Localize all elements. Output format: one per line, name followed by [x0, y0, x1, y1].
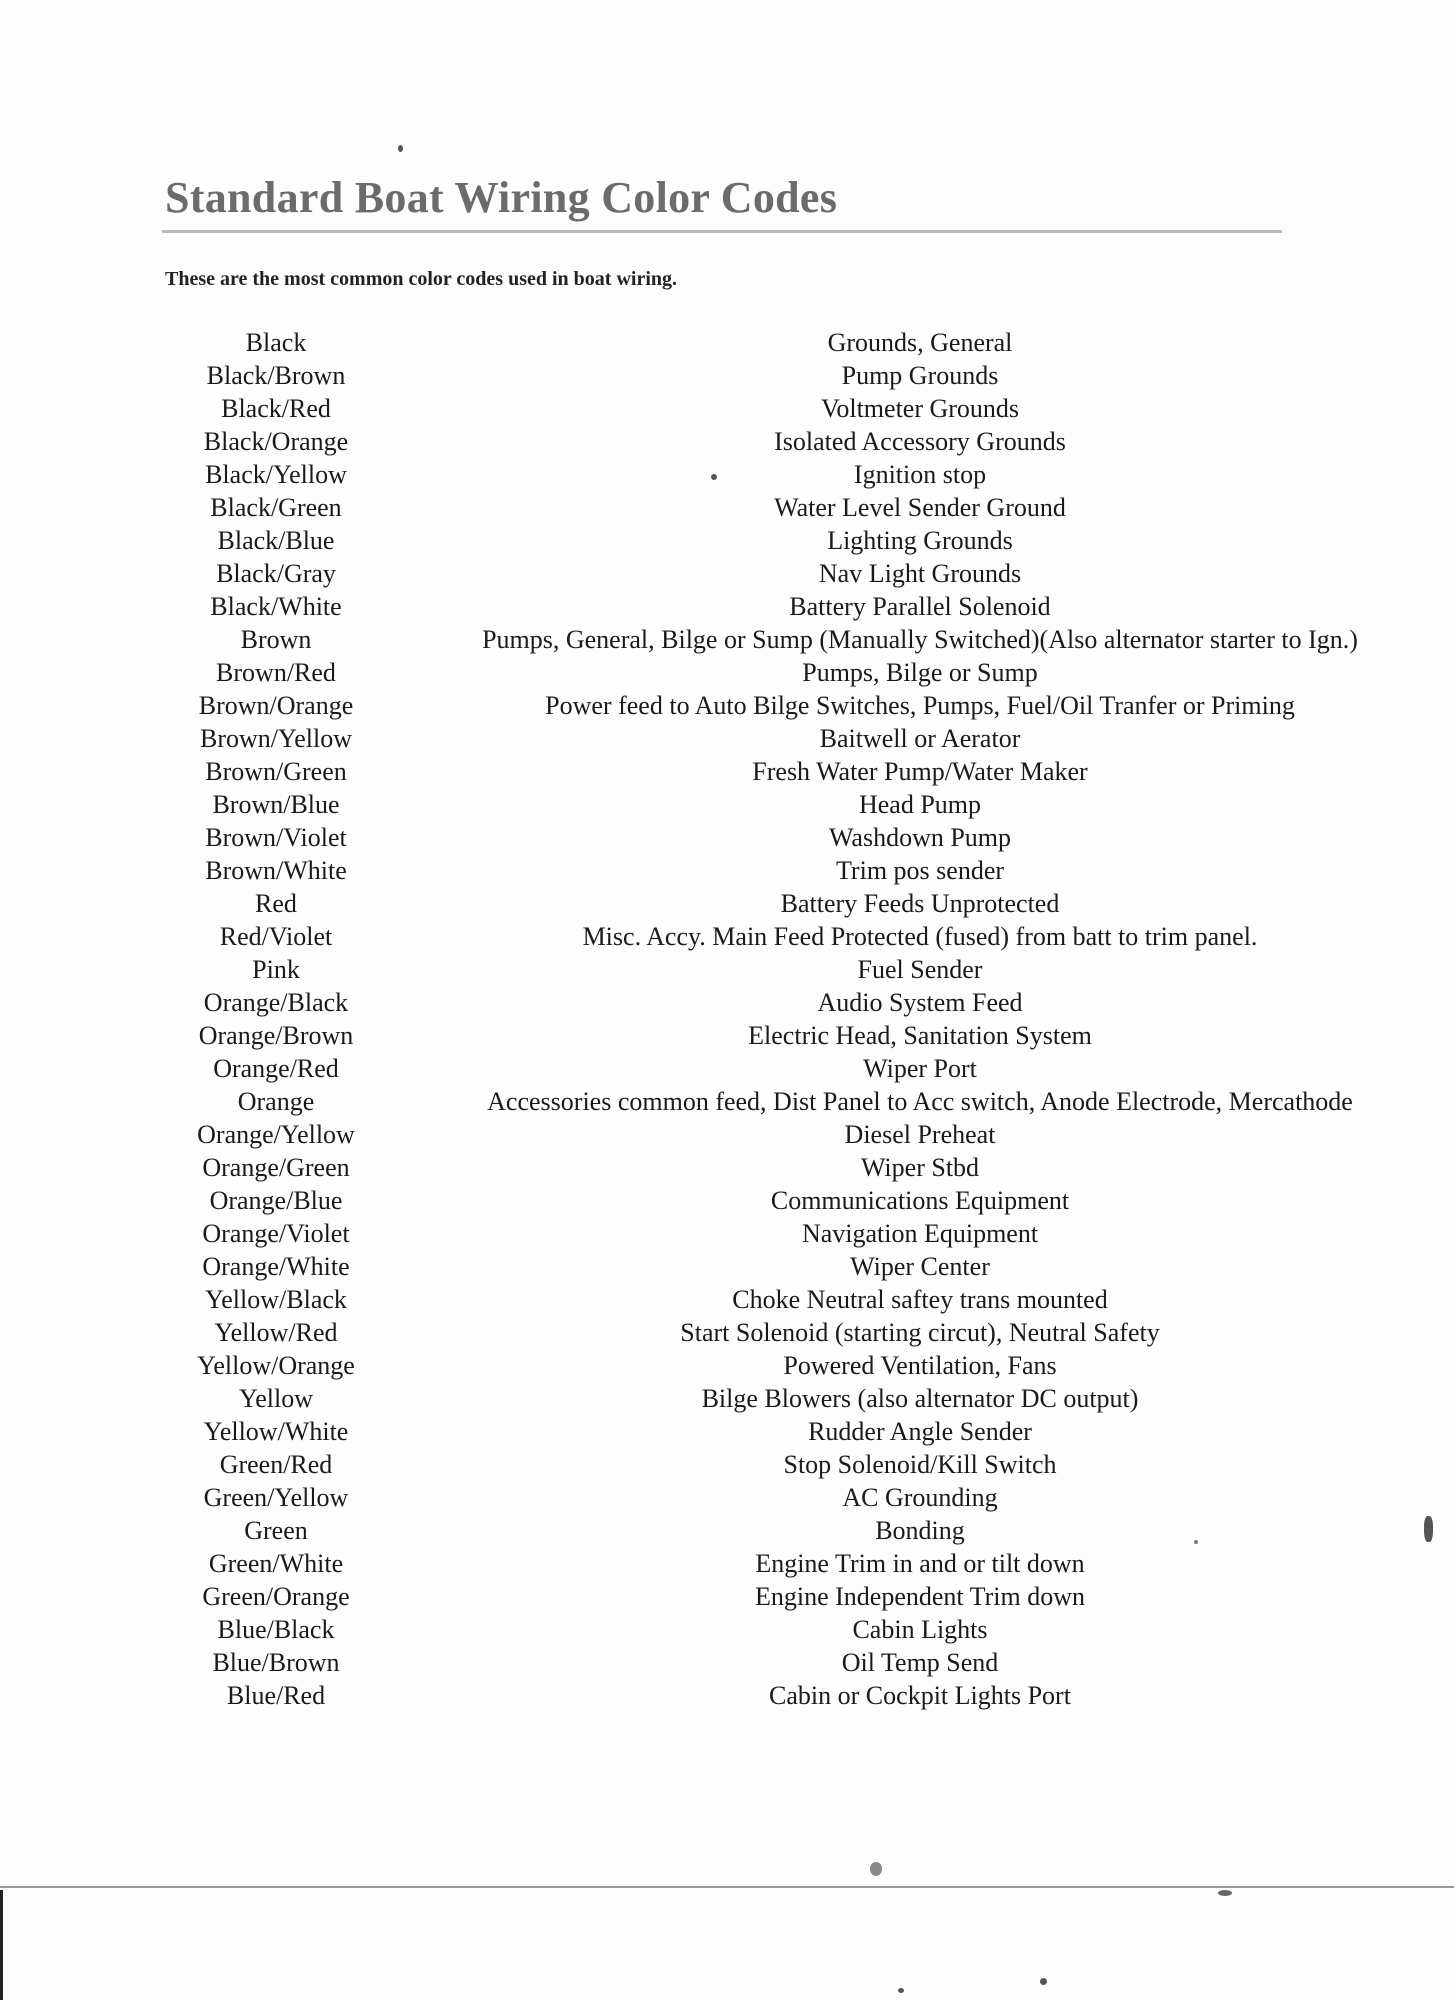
scan-speck — [1424, 1516, 1433, 1542]
wire-color-cell: Black/Yellow — [205, 460, 347, 489]
wire-use-cell: Trim pos sender — [835, 856, 1005, 885]
table-row — [0, 1481, 1454, 1514]
wire-use-cell: Nav Light Grounds — [818, 559, 1022, 588]
table-row — [0, 392, 1454, 425]
wire-use-cell: Electric Head, Sanitation System — [748, 1021, 1092, 1050]
wire-use-cell: Voltmeter Grounds — [820, 394, 1020, 423]
wire-color-cell: Green — [244, 1516, 308, 1545]
table-row — [0, 1118, 1454, 1151]
table-row — [0, 1349, 1454, 1382]
wire-use-cell: Wiper Port — [863, 1054, 977, 1083]
wire-use-cell: Oil Temp Send — [841, 1648, 999, 1677]
page-title: Standard Boat Wiring Color Codes — [165, 173, 838, 222]
wire-use-cell: Audio System Feed — [817, 988, 1023, 1017]
table-row — [0, 1019, 1454, 1052]
wire-use-cell: Bonding — [875, 1516, 965, 1545]
wire-color-cell: Yellow — [239, 1384, 313, 1413]
wire-use-cell: Battery Feeds Unprotected — [780, 889, 1060, 918]
title-underline — [162, 230, 1282, 233]
scan-speck — [711, 474, 717, 480]
wire-use-cell: Fresh Water Pump/Water Maker — [752, 757, 1088, 786]
wire-use-cell: Bilge Blowers (also alternator DC output) — [701, 1384, 1139, 1413]
wire-color-cell: Blue/Red — [226, 1681, 326, 1710]
table-row — [0, 722, 1454, 755]
wire-color-cell: Blue/Brown — [212, 1648, 340, 1677]
wire-use-cell: Pump Grounds — [841, 361, 999, 390]
wire-color-cell: Brown/Blue — [212, 790, 340, 819]
wire-color-cell: Brown/Orange — [198, 691, 354, 720]
wire-color-cell: Blue/Black — [217, 1615, 335, 1644]
wire-use-cell: Misc. Accy. Main Feed Protected (fused) from batt to trim panel. — [582, 922, 1258, 951]
wire-color-cell: Black/Orange — [203, 427, 349, 456]
wire-color-cell: Green/Red — [219, 1450, 333, 1479]
wire-use-cell: Battery Parallel Solenoid — [789, 592, 1051, 621]
wire-color-cell: Orange/Blue — [209, 1186, 343, 1215]
table-row — [0, 1580, 1454, 1613]
wire-color-cell: Red/Violet — [219, 922, 333, 951]
table-row — [0, 1316, 1454, 1349]
wire-use-cell: Isolated Accessory Grounds — [774, 427, 1066, 456]
page-left-edge-mark — [0, 1890, 3, 2000]
table-row — [0, 557, 1454, 590]
table-row — [0, 359, 1454, 392]
wire-color-cell: Black/Gray — [216, 559, 336, 588]
table-row — [0, 1547, 1454, 1580]
wire-color-cell: Brown — [240, 625, 312, 654]
wire-color-cell: Orange/Violet — [202, 1219, 350, 1248]
scan-speck — [1218, 1890, 1232, 1896]
table-row — [0, 1514, 1454, 1547]
wire-use-cell: Power feed to Auto Bilge Switches, Pumps, Fuel/Oil Tranfer or Priming — [545, 691, 1295, 720]
table-row — [0, 1250, 1454, 1283]
table-row — [0, 1217, 1454, 1250]
wire-color-cell: Black/Green — [210, 493, 342, 522]
wire-color-cell: Pink — [252, 955, 300, 984]
wire-color-cell: Yellow/Orange — [197, 1351, 355, 1380]
wire-color-cell: Brown/White — [205, 856, 347, 885]
page-subtitle: These are the most common color codes used in boat wiring. — [165, 268, 678, 290]
table-row — [0, 623, 1454, 656]
wire-use-cell: Cabin or Cockpit Lights Port — [769, 1681, 1071, 1710]
table-row — [0, 854, 1454, 887]
wire-use-cell: AC Grounding — [842, 1483, 998, 1512]
table-row — [0, 755, 1454, 788]
wire-use-cell: Cabin Lights — [852, 1615, 988, 1644]
wire-color-cell: Black/Blue — [217, 526, 335, 555]
wire-color-cell: Yellow/Red — [214, 1318, 338, 1347]
table-row — [0, 689, 1454, 722]
wire-use-cell: Water Level Sender Ground — [774, 493, 1066, 522]
table-row — [0, 524, 1454, 557]
table-row — [0, 326, 1454, 359]
table-row — [0, 1613, 1454, 1646]
wire-color-cell: Red — [255, 889, 297, 918]
scan-speck — [898, 1988, 904, 1993]
wire-color-cell: Green/Orange — [202, 1582, 350, 1611]
wire-use-cell: Rudder Angle Sender — [808, 1417, 1032, 1446]
table-row — [0, 920, 1454, 953]
table-row — [0, 1382, 1454, 1415]
page-bottom-rule — [0, 1886, 1454, 1888]
wire-use-cell: Powered Ventilation, Fans — [783, 1351, 1057, 1380]
wire-use-cell: Accessories common feed, Dist Panel to Acc switch, Anode Electrode, Mercathode — [487, 1087, 1353, 1116]
wire-color-cell: Orange/Red — [213, 1054, 339, 1083]
table-row — [0, 986, 1454, 1019]
table-row — [0, 425, 1454, 458]
table-row — [0, 458, 1454, 491]
wire-color-cell: Brown/Green — [205, 757, 347, 786]
wire-use-cell: Engine Independent Trim down — [754, 1582, 1086, 1611]
scan-speck — [1194, 1540, 1198, 1544]
wire-color-cell: Orange/Black — [203, 988, 349, 1017]
wire-use-cell: Diesel Preheat — [844, 1120, 996, 1149]
scan-speck — [1040, 1978, 1047, 1985]
table-row — [0, 1151, 1454, 1184]
color-code-table — [0, 326, 1454, 1712]
wire-color-cell: Black — [245, 328, 307, 357]
table-row — [0, 1415, 1454, 1448]
table-row — [0, 1679, 1454, 1712]
table-row — [0, 821, 1454, 854]
table-row — [0, 590, 1454, 623]
wire-use-cell: Start Solenoid (starting circut), Neutral Safety — [680, 1318, 1160, 1347]
wire-use-cell: Ignition stop — [853, 460, 987, 489]
table-row — [0, 491, 1454, 524]
table-row — [0, 788, 1454, 821]
wire-use-cell: Communications Equipment — [770, 1186, 1070, 1215]
wire-color-cell: Yellow/Black — [205, 1285, 347, 1314]
wire-color-cell: Brown/Red — [216, 658, 336, 687]
table-row — [0, 1085, 1454, 1118]
wire-use-cell: Wiper Stbd — [860, 1153, 980, 1182]
wire-color-cell: Black/Red — [221, 394, 331, 423]
wire-color-cell: Brown/Violet — [205, 823, 347, 852]
wire-use-cell: Washdown Pump — [828, 823, 1012, 852]
table-row — [0, 1646, 1454, 1679]
table-row — [0, 1448, 1454, 1481]
wire-use-cell: Head Pump — [858, 790, 982, 819]
wire-color-cell: Black/White — [210, 592, 342, 621]
wire-use-cell: Lighting Grounds — [827, 526, 1013, 555]
wire-use-cell: Stop Solenoid/Kill Switch — [783, 1450, 1057, 1479]
wire-use-cell: Grounds, General — [827, 328, 1013, 357]
wire-color-cell: Orange/Green — [202, 1153, 350, 1182]
table-row — [0, 1283, 1454, 1316]
wire-color-cell: Green/Yellow — [203, 1483, 349, 1512]
table-row — [0, 953, 1454, 986]
scan-speck — [398, 145, 403, 152]
wire-use-cell: Baitwell or Aerator — [819, 724, 1021, 753]
table-row — [0, 656, 1454, 689]
table-row — [0, 1052, 1454, 1085]
wire-use-cell: Choke Neutral saftey trans mounted — [732, 1285, 1108, 1314]
table-row — [0, 1184, 1454, 1217]
table-row — [0, 887, 1454, 920]
wire-use-cell: Pumps, General, Bilge or Sump (Manually Switched)(Also alternator starter to Ign.) — [482, 625, 1358, 654]
wire-color-cell: Brown/Yellow — [200, 724, 352, 753]
wire-use-cell: Engine Trim in and or tilt down — [755, 1549, 1085, 1578]
wire-color-cell: Green/White — [208, 1549, 344, 1578]
wire-color-cell: Black/Brown — [206, 361, 346, 390]
scan-speck — [870, 1862, 882, 1876]
wire-use-cell: Navigation Equipment — [801, 1219, 1039, 1248]
wire-color-cell: Yellow/White — [203, 1417, 349, 1446]
wire-color-cell: Orange — [237, 1087, 315, 1116]
wire-color-cell: Orange/Yellow — [197, 1120, 355, 1149]
wire-use-cell: Pumps, Bilge or Sump — [802, 658, 1038, 687]
wire-color-cell: Orange/Brown — [198, 1021, 354, 1050]
wire-use-cell: Wiper Center — [850, 1252, 990, 1281]
wire-color-cell: Orange/White — [202, 1252, 350, 1281]
wire-use-cell: Fuel Sender — [857, 955, 983, 984]
